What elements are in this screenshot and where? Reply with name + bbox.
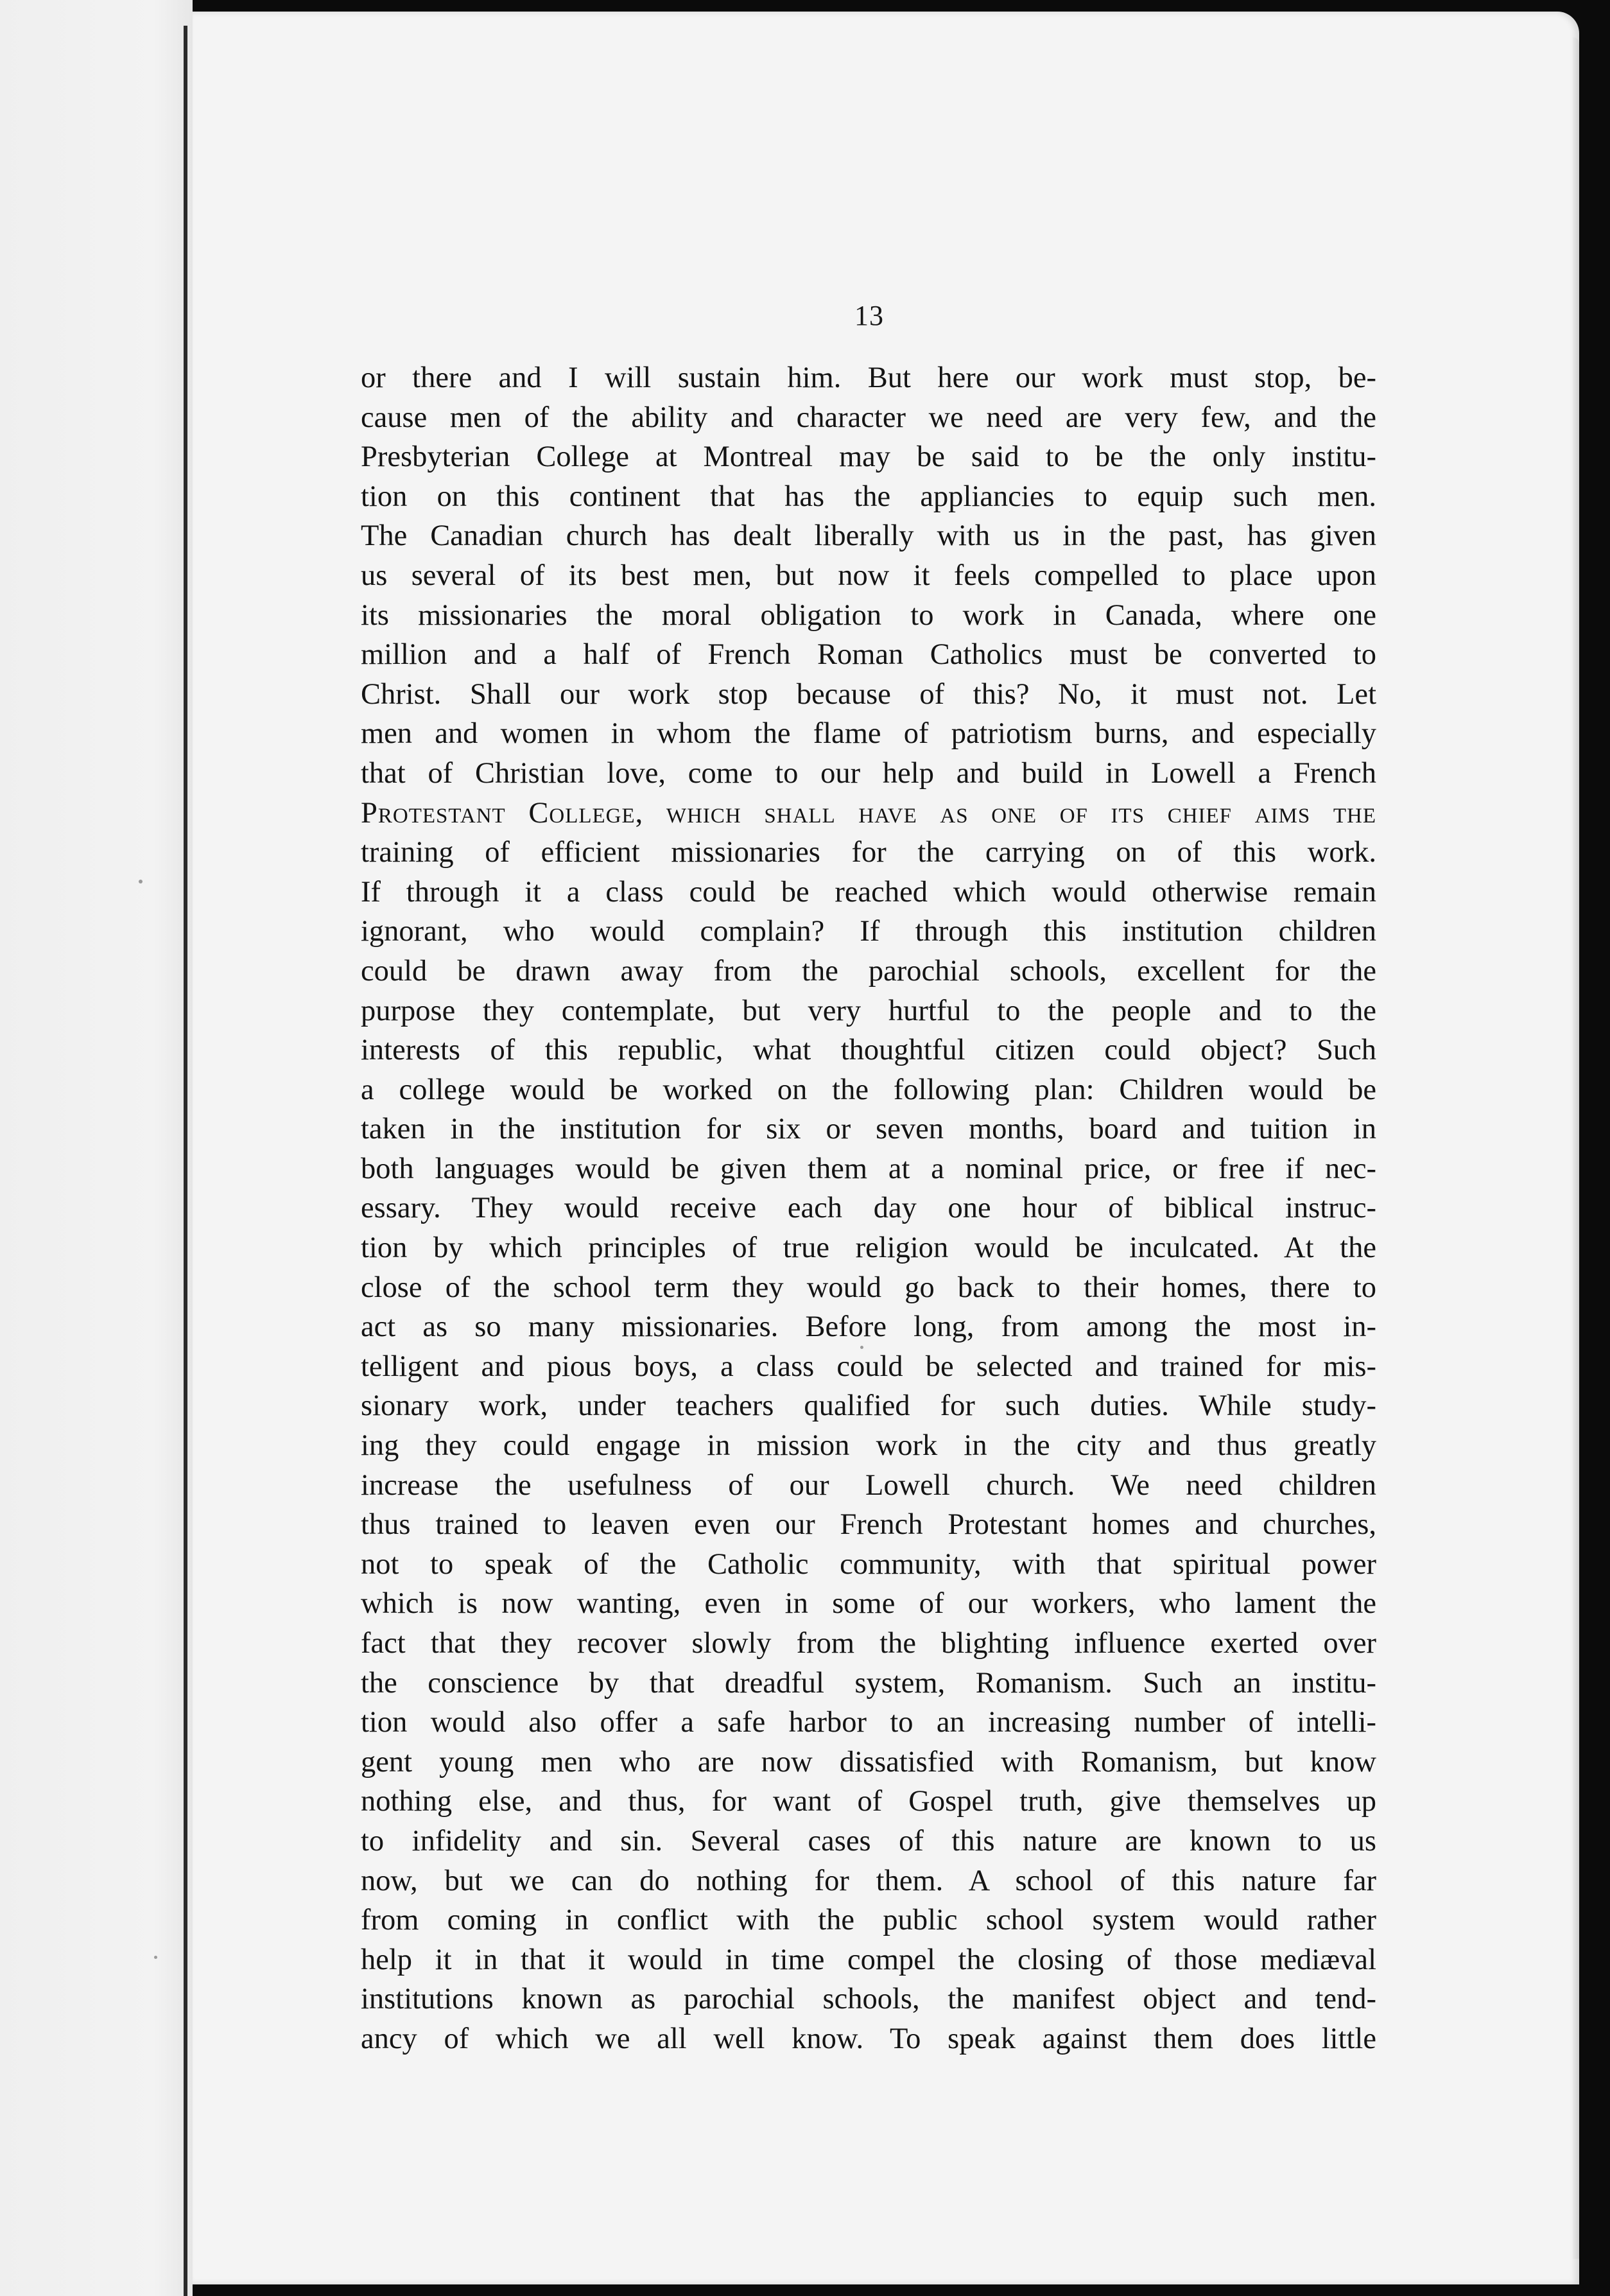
text-line: interests of this republic, what thoughtful citizen could object? Such bbox=[361, 1034, 1376, 1067]
text-line: ignorant, who would complain? If through this institution children bbox=[361, 915, 1376, 948]
text-line: its missionaries the moral obligation to work in Canada, where one bbox=[361, 598, 1376, 632]
text-line: help it in that it would in time compel the closing of those mediæval bbox=[361, 1943, 1376, 1976]
text-line: both languages would be given them at a nominal price, or free if nec- bbox=[361, 1152, 1376, 1185]
text-line: cause men of the ability and character we need are very few, and the bbox=[361, 401, 1376, 434]
text-line: sionary work, under teachers qualified for such duties. While study- bbox=[361, 1389, 1376, 1423]
text-line: from coming in conflict with the public school system would rather bbox=[361, 1904, 1376, 1937]
text-line: not to speak of the Catholic community, with that spiritual power bbox=[361, 1547, 1376, 1581]
facing-page-edge bbox=[0, 0, 193, 2296]
text-line: tion would also offer a safe harbor to an increasing number of intelli- bbox=[361, 1706, 1376, 1739]
text-line: tion on this continent that has the appliancies to equip such men. bbox=[361, 480, 1376, 513]
text-line: a college would be worked on the following plan: Children would be bbox=[361, 1073, 1376, 1106]
text-line: could be drawn away from the parochial schools, excellent for the bbox=[361, 954, 1376, 987]
text-line: ancy of which we all well know. To speak against them does little bbox=[361, 2022, 1376, 2055]
text-line: act as so many missionaries. Before long, from among the most in- bbox=[361, 1310, 1376, 1344]
text-line: ing they could engage in mission work in the city and thus greatly bbox=[361, 1429, 1376, 1463]
text-line: the conscience by that dreadful system, Romanism. Such an institu- bbox=[361, 1666, 1376, 1700]
text-line: essary. They would receive each day one hour of biblical instruc- bbox=[361, 1192, 1376, 1225]
body-text bbox=[361, 358, 1376, 2059]
text-line: institutions known as parochial schools, the manifest object and tend- bbox=[361, 1983, 1376, 2016]
text-line: that of Christian love, come to our help and build in Lowell a French bbox=[361, 756, 1376, 790]
text-line: now, but we can do nothing for them. A school of this nature far bbox=[361, 1864, 1376, 1897]
text-line: men and women in whom the flame of patriotism burns, and especially bbox=[361, 717, 1376, 751]
text-line: thus trained to leaven even our French Protestant homes and churches, bbox=[361, 1508, 1376, 1542]
text-line: which is now wanting, even in some of our workers, who lament the bbox=[361, 1587, 1376, 1621]
text-line: million and a half of French Roman Catholics must be converted to bbox=[361, 638, 1376, 672]
page-leaf bbox=[193, 12, 1579, 2284]
text-line: Christ. Shall our work stop because of this? No, it must not. Let bbox=[361, 677, 1376, 711]
speck bbox=[860, 1346, 863, 1349]
text-line: increase the usefulness of our Lowell church. We need children bbox=[361, 1468, 1376, 1502]
text-line: telligent and pious boys, a class could be selected and trained for mis- bbox=[361, 1350, 1376, 1383]
speck bbox=[139, 880, 143, 883]
text-line: Presbyterian College at Montreal may be said to be the only institu- bbox=[361, 440, 1376, 474]
text-line: close of the school term they would go back to their homes, there to bbox=[361, 1271, 1376, 1304]
speck bbox=[154, 1956, 157, 1959]
text-line: to infidelity and sin. Several cases of this nature are known to us bbox=[361, 1824, 1376, 1857]
book-spine-line bbox=[184, 26, 187, 2296]
page-number: 13 bbox=[854, 300, 884, 331]
text-line: Protestant College, which shall have as one of its chief aims the bbox=[361, 796, 1376, 830]
text-line: The Canadian church has dealt liberally with us in the past, has given bbox=[361, 519, 1376, 553]
text-line: tion by which principles of true religion would be inculcated. At the bbox=[361, 1231, 1376, 1265]
text-line: training of efficient missionaries for the carrying on of this work. bbox=[361, 836, 1376, 869]
text-line: gent young men who are now dissatisfied with Romanism, but know bbox=[361, 1745, 1376, 1779]
text-line: or there and I will sustain him. But here our work must stop, be- bbox=[361, 361, 1376, 394]
text-line: If through it a class could be reached which would otherwise remain bbox=[361, 875, 1376, 909]
text-line: fact that they recover slowly from the blighting influence exerted over bbox=[361, 1627, 1376, 1660]
text-line: taken in the institution for six or seven months, board and tuition in bbox=[361, 1113, 1376, 1146]
text-line: nothing else, and thus, for want of Gospel truth, give themselves up bbox=[361, 1785, 1376, 1818]
text-line: us several of its best men, but now it feels compelled to place upon bbox=[361, 559, 1376, 592]
text-line: purpose they contemplate, but very hurtful to the people and to the bbox=[361, 994, 1376, 1027]
page-edge-shadow bbox=[1573, 37, 1579, 2259]
